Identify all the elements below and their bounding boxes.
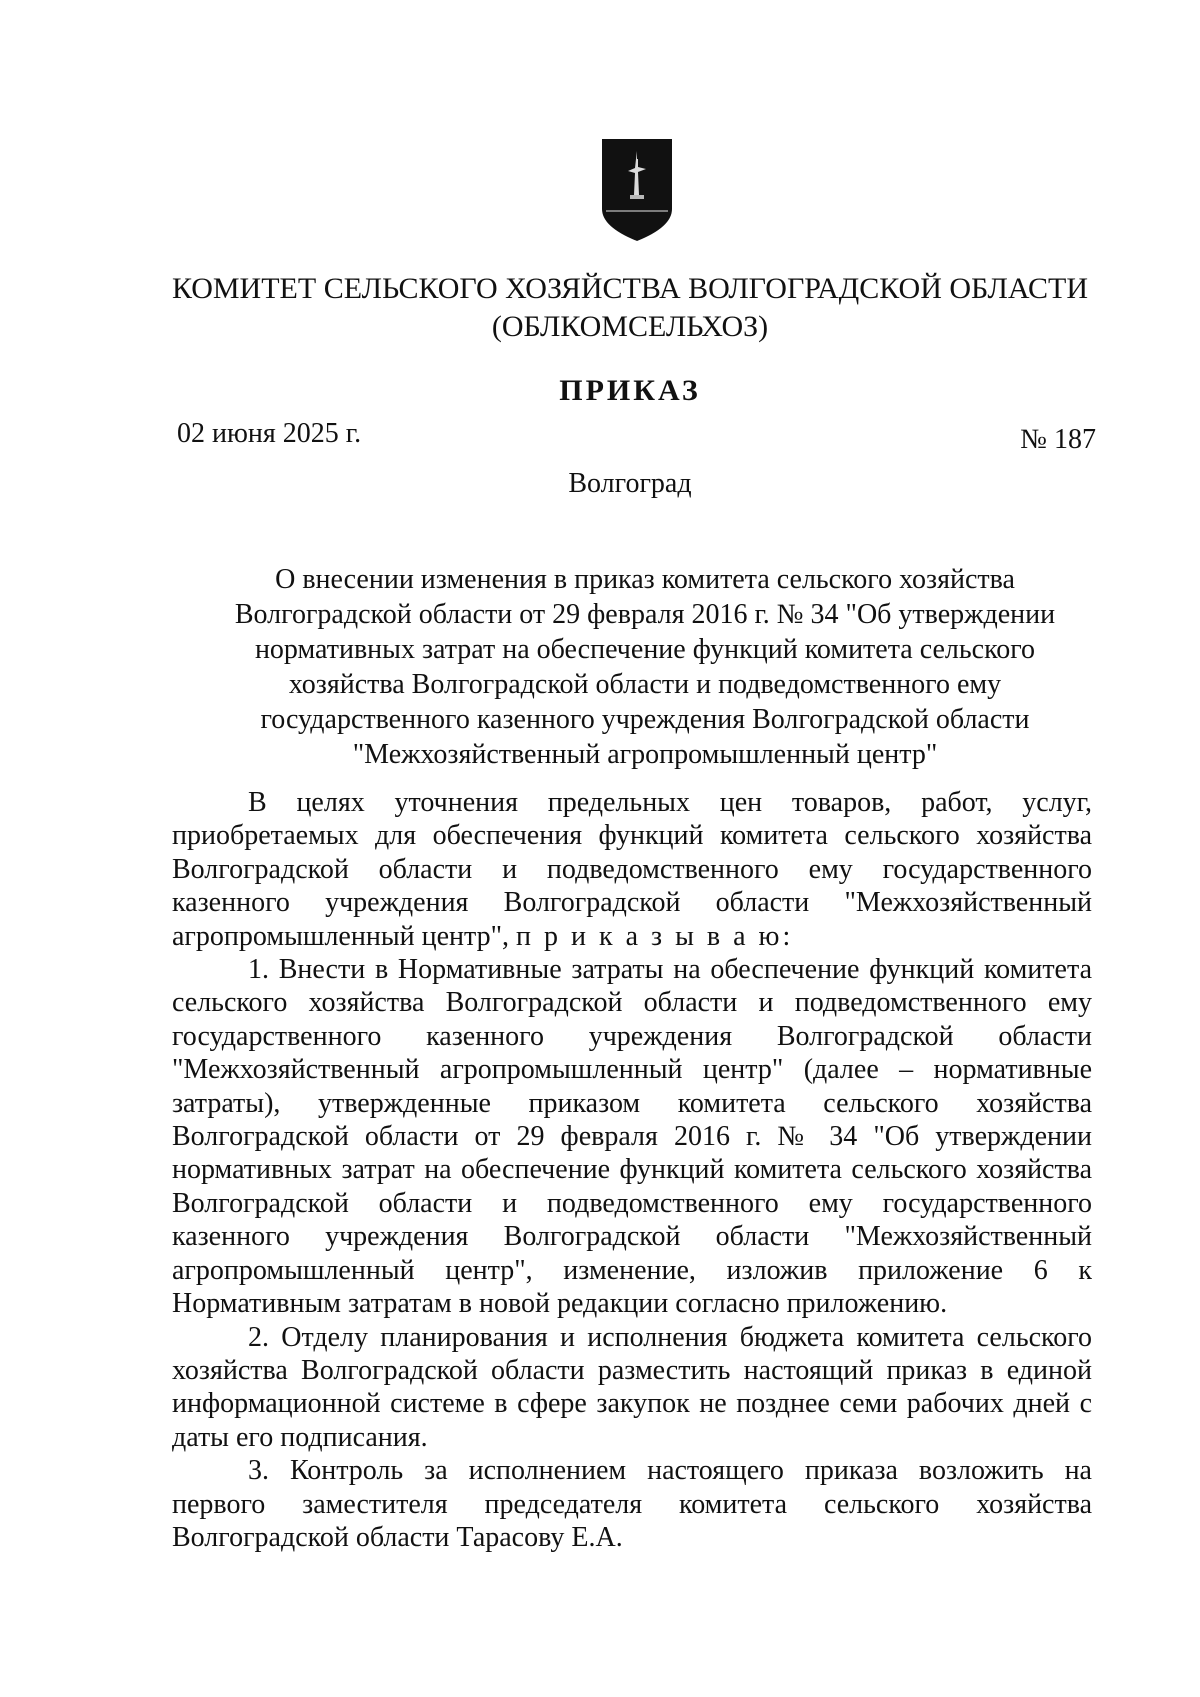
document-title: О внесении изменения в приказ комитета сельского хозяйства Волгоградской области от 29 февраля 2016 г. № 34 "Об утверждении нормативных затрат на обеспечение функций комитета сельского хозяйства Волгоградской области и подведомственного ему государственного казенного учреждения Волгоградской области "Межхозяйственный агропромышленный центр" (234, 564, 1056, 770)
document-body (172, 786, 1092, 1554)
order-word: п р и к а з ы в а ю: (516, 920, 794, 952)
document-date: 02 июня 2025 г. (177, 418, 362, 449)
item-1-paragraph: 1. Внести в Нормативные затраты на обеспечение функций комитета сельского хозяйства Волгоградской области и подведомственного ему государственного казенного учреждения Волгоградской области "Межхозяйственный агропромышленный центр" (далее – нормативные затраты), утвержденные приказом комитета сельского хозяйства Волгоградской области от 29 февраля 2016 г. № 34 "Об утверждении нормативных затрат на обеспечение функций комитета сельского хозяйства Волгоградской области и подведомственного ему государственного казенного учреждения Волгоградской области "Межхозяйственный агропромышленный центр", изменение, изложив приложение 6 к Нормативным затратам в новой редакции согласно приложению. (172, 954, 1092, 1320)
organization-header (100, 270, 1160, 346)
organization-short-name: (ОБЛКОМСЕЛЬХОЗ) (491, 310, 769, 343)
document-city: Волгоград (568, 468, 692, 499)
item-2-paragraph: 2. Отделу планирования и исполнения бюджета комитета сельского хозяйства Волгоградской области разместить настоящий приказ в единой информационной системе в сфере закупок не позднее семи рабочих дней с даты его подписания. (172, 1321, 1092, 1453)
document-number: № 187 (1020, 424, 1096, 455)
item-3-paragraph: 3. Контроль за исполнением настоящего приказа возложить на первого заместителя председателя комитета сельского хозяйства Волгоградской области Тарасову Е.А. (172, 1455, 1092, 1553)
document-type: ПРИКАЗ (559, 374, 701, 407)
coat-of-arms-icon (600, 137, 674, 243)
preamble-paragraph (172, 786, 1092, 953)
preamble-text: В целях уточнения предельных цен товаров, работ, услуг, приобретаемых для обеспечения функций комитета сельского хозяйства Волгоградской области и подведомственного ему государственного казенного учреждения Волгоградской области "Межхозяйственный агропромышленный центр", (172, 787, 1092, 952)
organization-name: КОМИТЕТ СЕЛЬСКОГО ХОЗЯЙСТВА ВОЛГОГРАДСКОЙ ОБЛАСТИ (171, 272, 1089, 305)
